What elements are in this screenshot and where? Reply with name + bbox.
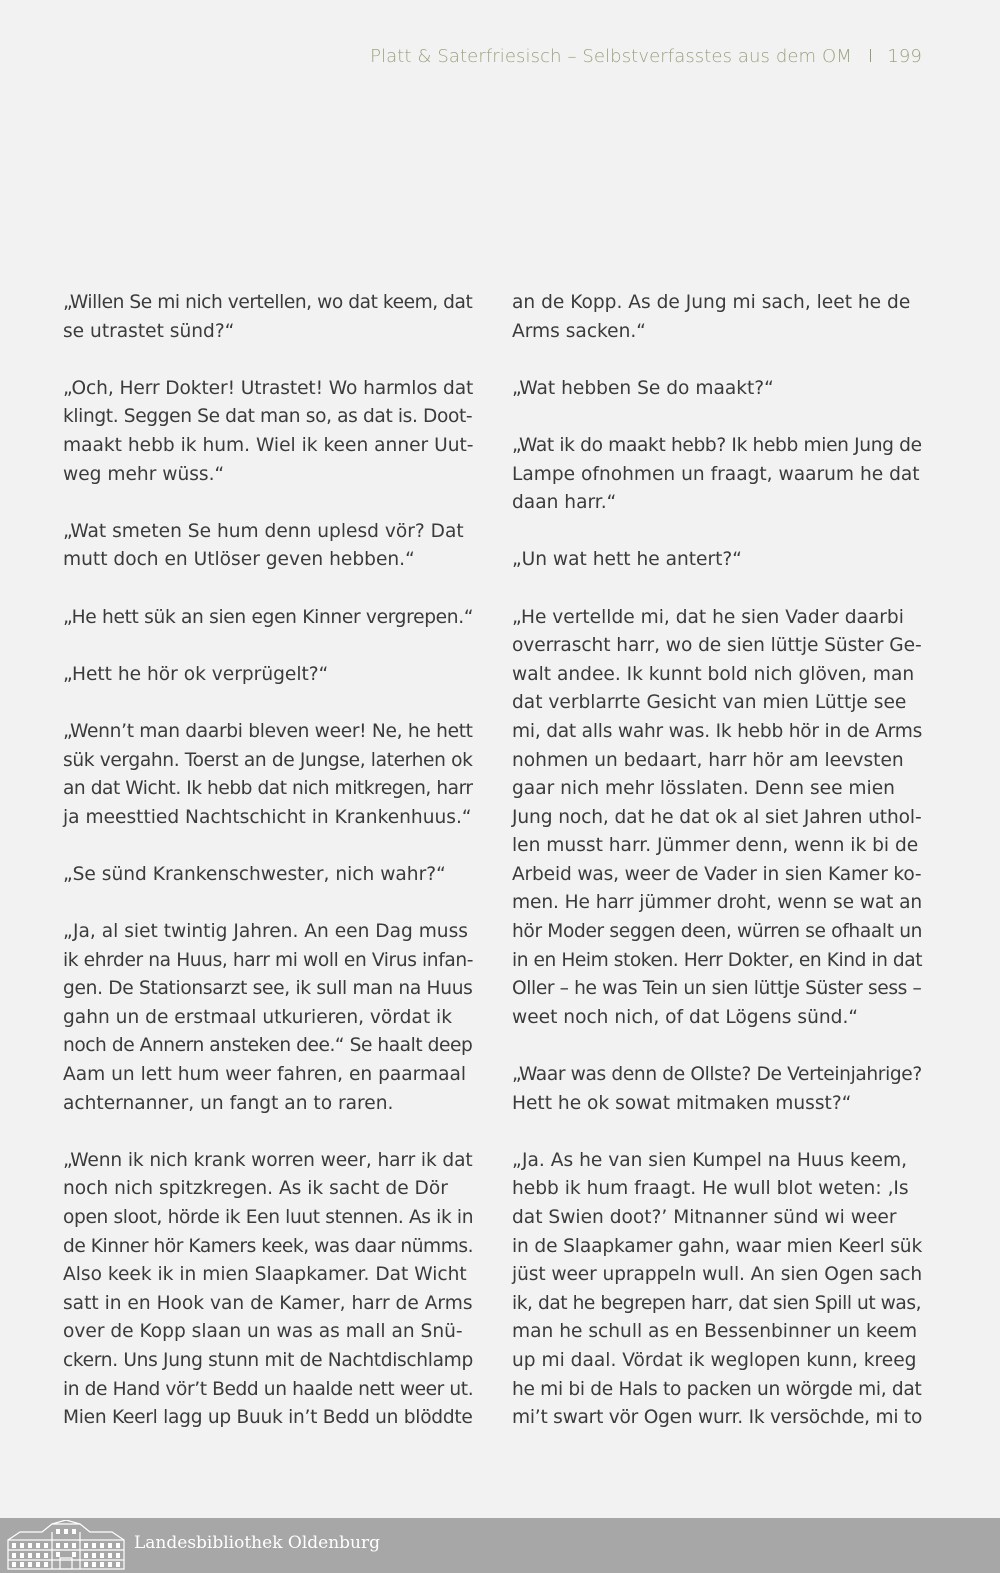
paragraph — [63, 518, 475, 575]
text-line: satt in en Hook van de Kamer, harr de Arms — [63, 1292, 473, 1314]
paragraph — [512, 604, 924, 1033]
text-line: „Ja. As he van sien Kumpel na Huus keem, — [512, 1149, 908, 1171]
paragraph — [512, 289, 924, 346]
running-head — [370, 46, 922, 67]
paragraph — [63, 1147, 475, 1433]
text-line: open sloot, hörde ik Een luut stennen. As ik in — [63, 1207, 474, 1228]
text-line: weg mehr wüss.“ — [63, 463, 225, 485]
paragraph — [63, 289, 475, 346]
text-line: „Wat ik do maakt hebb? Ik hebb mien Jung de — [512, 434, 922, 456]
text-line: jüst weer uprappeln wull. An sien Ogen sach — [512, 1264, 923, 1286]
page-number: 199 — [887, 46, 922, 67]
text-line: „Willen Se mi nich vertellen, wo dat keem, dat — [63, 292, 473, 313]
text-line: „Se sünd Krankenschwester, nich wahr?“ — [63, 863, 446, 885]
text-line: „He vertellde mi, dat he sien Vader daarbi — [512, 606, 904, 628]
text-line: maakt hebb ik hum. Wiel ik keen anner Uut- — [63, 434, 474, 456]
paragraph — [63, 604, 475, 633]
text-line: „Och, Herr Dokter! Utrastet! Wo harmlos dat — [63, 377, 474, 399]
text-line: an de Kopp. As de Jung mi sach, leet he de — [512, 292, 911, 313]
text-line: hör Moder seggen deen, würren se ofhaalt un — [512, 921, 923, 943]
text-line: Arbeid was, weer de Vader in sien Kamer ko- — [512, 863, 922, 885]
text-line: an dat Wicht. Ik hebb dat nich mitkregen, harr — [63, 778, 473, 800]
paragraph — [63, 718, 475, 832]
header-separator: I — [867, 46, 874, 67]
text-line: Aam un lett hum weer fahren, en paarmaal — [63, 1064, 467, 1086]
paragraph — [63, 661, 475, 690]
text-line: „Wat smeten Se hum denn uplesd vör? Dat — [63, 520, 464, 542]
running-title: Platt & Saterfriesisch – Selbstverfasstes aus dem OM — [370, 46, 852, 67]
text-line: Jung noch, dat he dat ok al siet Jahren uthol- — [512, 806, 922, 828]
paragraph — [512, 432, 924, 518]
text-line: noch nich spitzkregen. As ik sacht de Dör — [63, 1178, 448, 1200]
text-line: ik, dat he begrepen harr, dat sien Spill ut was, — [512, 1292, 922, 1314]
text-line: hebb ik hum fraagt. He wull blot weten: ‚Is — [512, 1178, 909, 1200]
paragraph — [512, 1147, 924, 1433]
paragraph — [512, 375, 924, 404]
text-line: Also keek ik in mien Slaapkamer. Dat Wicht — [63, 1264, 467, 1286]
library-name: Landesbibliothek Oldenburg — [134, 1533, 381, 1553]
text-line: mutt doch en Utlöser geven hebben.“ — [63, 549, 415, 571]
text-line: sük vergahn. Toerst an de Jungse, laterhen ok — [63, 749, 473, 771]
text-line: ja meesttied Nachtschicht in Krankenhuus.“ — [63, 806, 472, 828]
text-line: ckern. Uns Jung stunn mit de Nachtdischlamp — [63, 1349, 473, 1371]
text-line: in de Hand vör’t Bedd un haalde nett weer ut. — [63, 1378, 474, 1400]
text-line: in en Heim stoken. Herr Dokter, en Kind in dat — [512, 949, 923, 971]
text-line: gen. De Stationsarzt see, ik sull man na Huus — [63, 978, 473, 1000]
text-line: „Wenn ik nich krank worren weer, harr ik dat — [63, 1149, 473, 1171]
text-line: dat Swien doot?’ Mitnanner sünd wi weer — [512, 1207, 897, 1228]
text-line: walt andee. Ik kunnt bold nich glöven, man — [512, 663, 915, 685]
text-line: weet noch nich, of dat Lögens sünd.“ — [512, 1006, 859, 1028]
text-line: de Kinner hör Kamers keek, was daar nümms. — [63, 1235, 474, 1257]
text-line: Arms sacken.“ — [512, 320, 646, 342]
text-line: mi, dat alls wahr was. Ik hebb hör in de Arms — [512, 720, 923, 742]
text-line: in de Slaapkamer gahn, waar mien Keerl sük — [512, 1235, 923, 1257]
text-line: Lampe ofnohmen un fraagt, waarum he dat — [512, 463, 920, 485]
right-text-column — [512, 289, 924, 1461]
text-line: mi’t swart vör Ogen wurr. Ik versöchde, mi to — [512, 1407, 923, 1429]
text-line: „Hett he hör ok verprügelt?“ — [63, 663, 329, 685]
text-line: Hett he ok sowat mitmaken musst?“ — [512, 1092, 852, 1114]
text-line: klingt. Seggen Se dat man so, as dat is. Doot- — [63, 406, 473, 428]
paragraph — [63, 918, 475, 1118]
text-line: Mien Keerl lagg up Buuk in’t Bedd un blöddte — [63, 1407, 473, 1429]
text-line: man he schull as en Bessenbinner un keem — [512, 1321, 918, 1343]
text-line: „Waar was denn de Ollste? De Verteinjahrige? — [512, 1064, 922, 1086]
text-line: se utrastet sünd?“ — [63, 320, 235, 342]
text-line: „Wat hebben Se do maakt?“ — [512, 377, 774, 399]
text-line: nohmen un bedaart, harr hör am leevsten — [512, 749, 904, 771]
left-text-column — [63, 289, 475, 1461]
text-line: achternanner, un fangt an to raren. — [63, 1092, 394, 1114]
text-line: over de Kopp slaan un was as mall an Snü- — [63, 1321, 463, 1343]
text-line: len musst harr. Jümmer denn, wenn ik bi de — [512, 835, 919, 857]
text-line: „Ja, al siet twintig Jahren. An een Dag muss — [63, 921, 468, 943]
text-line: „Un wat hett he antert?“ — [512, 549, 742, 571]
text-line: up mi daal. Vördat ik weglopen kunn, kreeg — [512, 1349, 917, 1371]
text-line: dat verblarrte Gesicht van mien Lüttje see — [512, 692, 907, 714]
text-line: ik ehrder na Huus, harr mi woll en Virus infan- — [63, 949, 474, 971]
text-line: gahn un de erstmaal utkurieren, vördat ik — [63, 1006, 452, 1028]
paragraph — [63, 375, 475, 489]
text-line: „Wenn’t man daarbi bleven weer! Ne, he hett — [63, 720, 473, 742]
text-line: Oller – he was Tein un sien lüttje Süster sess – — [512, 978, 922, 1000]
paragraph — [63, 861, 475, 890]
text-line: overrascht harr, wo de sien lüttje Süster Ge- — [512, 635, 922, 657]
text-line: daan harr.“ — [512, 492, 617, 514]
text-line: men. He harr jümmer droht, wenn se wat an — [512, 892, 923, 914]
library-footer-bar — [0, 1518, 1000, 1573]
text-line: „He hett sük an sien egen Kinner vergrepen.“ — [63, 606, 474, 628]
library-building-icon — [6, 1520, 126, 1571]
paragraph — [512, 546, 924, 575]
text-line: gaar nich mehr lösslaten. Denn see mien — [512, 778, 895, 800]
paragraph — [512, 1061, 924, 1118]
text-line: noch de Annern ansteken dee.“ Se haalt deep — [63, 1035, 473, 1057]
text-line: he mi bi de Hals to packen un wörgde mi, dat — [512, 1378, 922, 1400]
